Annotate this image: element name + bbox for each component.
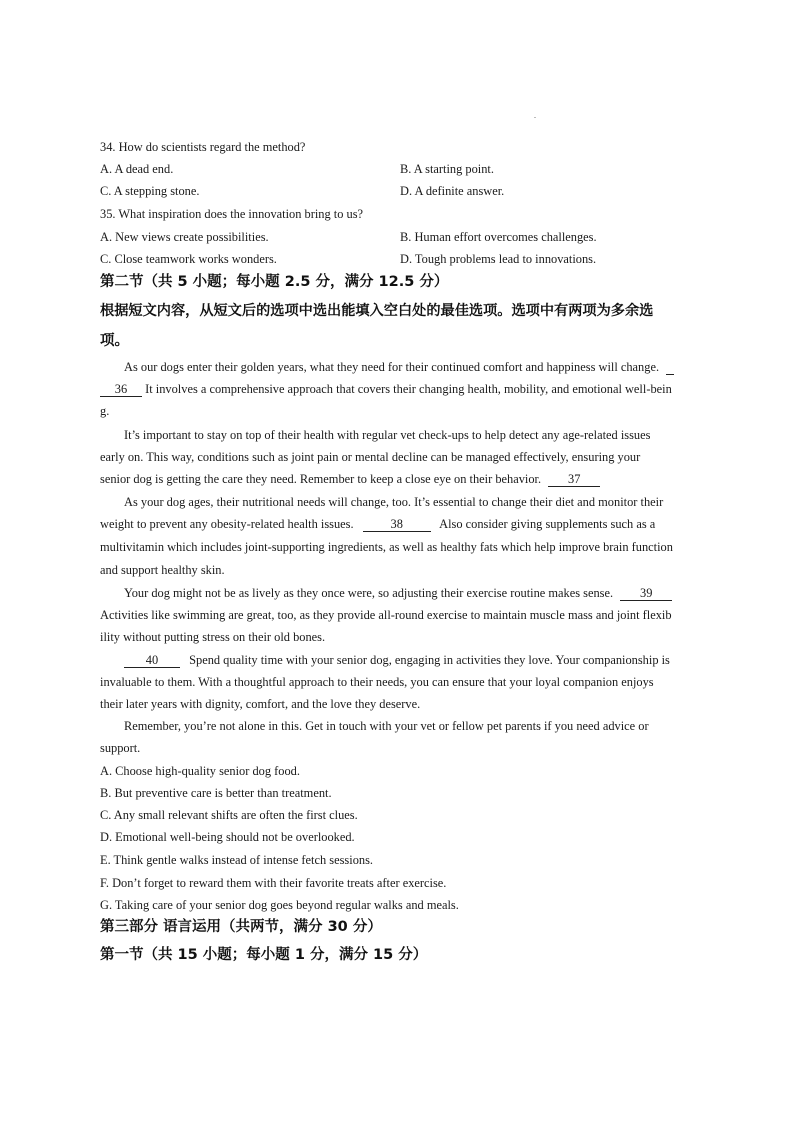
- passage-text: It involves a comprehensive approach that covers their changing health, mobility, and emotional well-bein: [145, 382, 672, 396]
- passage-p5-line1: [124, 652, 670, 668]
- blank-40: 40: [124, 653, 180, 668]
- passage-p2-line1: It’s important to stay on top of their health with regular vet check-ups to help detect any age-related issues: [124, 428, 651, 442]
- passage-p6-line1: Remember, you’re not alone in this. Get in touch with your vet or fellow pet parents if you need advice or: [124, 719, 649, 733]
- passage-p3-line2: [100, 516, 655, 532]
- blank-36-lead: [666, 360, 674, 375]
- scan-speck: [534, 117, 536, 118]
- section-2-instruction-cont: 项。: [100, 333, 129, 349]
- part-3-section-1-heading: 第一节（共 15 小题；每小题 1 分，满分 15 分）: [100, 947, 428, 963]
- passage-p1-line1: [124, 359, 674, 375]
- question-34: 34. How do scientists regard the method?: [100, 140, 306, 154]
- choice-e: E. Think gentle walks instead of intense fetch sessions.: [100, 853, 373, 867]
- q34-option-c: C. A stepping stone.: [100, 184, 200, 198]
- q34-option-b: B. A starting point.: [400, 162, 494, 176]
- blank-37: 37: [548, 472, 600, 487]
- passage-p1-line2: [100, 381, 672, 397]
- passage-text: Also consider giving supplements such as a: [439, 517, 656, 531]
- passage-text: Spend quality time with your senior dog, engaging in activities they love. Your companionship is: [189, 653, 670, 667]
- passage-p4-line2: Activities like swimming are great, too, as they provide all-round exercise to maintain muscle mass and joint flexib: [100, 608, 672, 622]
- passage-p2-line3: [100, 471, 600, 487]
- q35-option-d: D. Tough problems lead to innovations.: [400, 252, 597, 266]
- passage-p3-line1: As your dog ages, their nutritional needs will change, too. It’s essential to change their diet and monitor their: [124, 495, 664, 509]
- choice-b: B. But preventive care is better than treatment.: [100, 786, 332, 800]
- choice-c: C. Any small relevant shifts are often the first clues.: [100, 808, 358, 822]
- q34-option-d: D. A definite answer.: [400, 184, 505, 198]
- q35-option-a: A. New views create possibilities.: [100, 230, 269, 244]
- choice-a: A. Choose high-quality senior dog food.: [100, 764, 300, 778]
- passage-text: Your dog might not be as lively as they once were, so adjusting their exercise routine makes sense.: [124, 586, 614, 600]
- question-35: 35. What inspiration does the innovation bring to us?: [100, 207, 364, 221]
- choice-g: G. Taking care of your senior dog goes beyond regular walks and meals.: [100, 898, 459, 912]
- passage-p5-line3: their later years with dignity, comfort, and the love they deserve.: [100, 697, 421, 711]
- blank-38: 38: [363, 517, 431, 532]
- passage-p3-line4: and support healthy skin.: [100, 563, 225, 577]
- passage-p2-line2: early on. This way, conditions such as joint pain or mental decline can be managed effectively, ensuring your: [100, 450, 641, 464]
- choice-d: D. Emotional well-being should not be overlooked.: [100, 830, 355, 844]
- blank-36: 36: [100, 382, 142, 397]
- passage-p6-line2: support.: [100, 741, 141, 755]
- passage-p1-line3: g.: [100, 404, 110, 418]
- passage-text: weight to prevent any obesity-related health issues.: [100, 517, 354, 531]
- passage-p4-line1: [124, 585, 672, 601]
- q34-option-a: A. A dead end.: [100, 162, 174, 176]
- section-2-heading: 第二节（共 5 小题；每小题 2.5 分，满分 12.5 分）: [100, 274, 449, 290]
- choice-f: F. Don’t forget to reward them with their favorite treats after exercise.: [100, 876, 447, 890]
- passage-p3-line3: multivitamin which includes joint-supporting ingredients, as well as healthy fats which help improve brain function: [100, 540, 673, 554]
- passage-p5-line2: invaluable to them. With a thoughtful approach to their needs, you can ensure that your loyal companion enjoys: [100, 675, 654, 689]
- q35-option-c: C. Close teamwork works wonders.: [100, 252, 277, 266]
- passage-text: As our dogs enter their golden years, what they need for their continued comfort and happiness will change.: [124, 360, 660, 374]
- q35-option-b: B. Human effort overcomes challenges.: [400, 230, 597, 244]
- blank-39: 39: [620, 586, 672, 601]
- passage-p4-line3: ility without putting stress on their old bones.: [100, 630, 326, 644]
- part-3-heading: 第三部分 语言运用（共两节，满分 30 分）: [100, 919, 382, 935]
- passage-text: senior dog is getting the care they need. Remember to keep a close eye on their behavior.: [100, 472, 542, 486]
- section-2-instruction: 根据短文内容，从短文后的选项中选出能填入空白处的最佳选项。选项中有两项为多余选: [100, 303, 654, 319]
